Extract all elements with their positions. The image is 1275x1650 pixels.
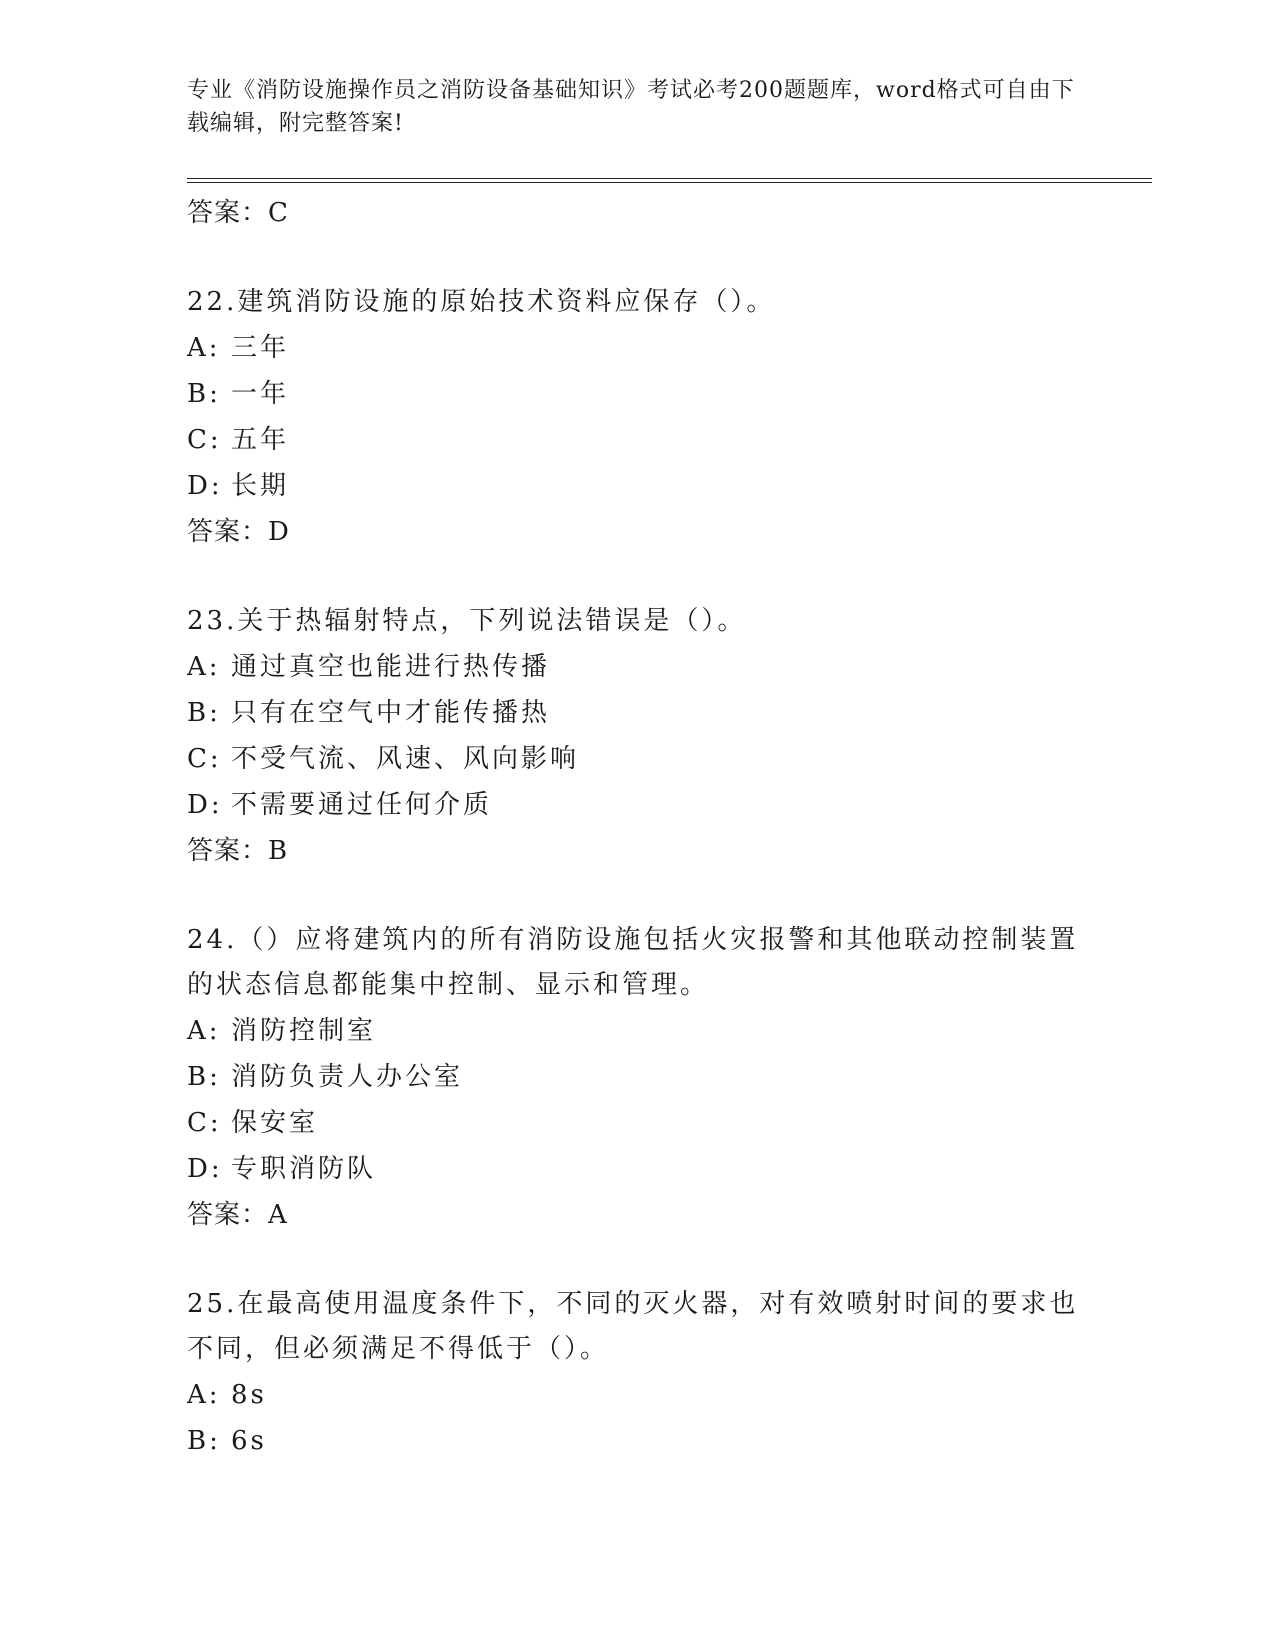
option-text: 五年	[231, 425, 290, 455]
option-a	[187, 1372, 1087, 1418]
page-header-text: 专业《消防设施操作员之消防设备基础知识》考试必考200题题库，word格式可自由下载编辑，附完整答案!	[187, 78, 1075, 136]
option-b	[187, 1054, 1087, 1100]
option-key: B:	[187, 379, 221, 409]
question-stem: 25.在最高使用温度条件下，不同的灭火器，对有效喷射时间的要求也不同，但必须满足不得低于（）。	[187, 1289, 1079, 1364]
option-text: 6s	[231, 1426, 267, 1456]
option-text: 长期	[231, 471, 290, 501]
option-text: 8s	[231, 1380, 267, 1410]
option-text: 保安室	[231, 1108, 319, 1138]
option-c	[187, 736, 1087, 782]
option-text: 消防控制室	[231, 1016, 377, 1046]
option-key: B:	[187, 1426, 221, 1456]
option-b	[187, 371, 1087, 417]
option-c	[187, 417, 1087, 463]
option-text: 不受气流、风速、风向影响	[231, 744, 580, 774]
option-key: A:	[187, 1016, 221, 1046]
option-text: 三年	[231, 333, 290, 363]
question-stem: 23.关于热辐射特点，下列说法错误是（）。	[187, 606, 747, 636]
option-c	[187, 1100, 1087, 1146]
option-key: A:	[187, 652, 221, 682]
question-stem: 22.建筑消防设施的原始技术资料应保存（）。	[187, 287, 776, 317]
option-b	[187, 690, 1087, 736]
option-key: B:	[187, 698, 221, 728]
option-key: D:	[187, 1154, 223, 1184]
option-key: C:	[187, 744, 222, 774]
option-key: C:	[187, 1108, 222, 1138]
question-25	[187, 1282, 1087, 1464]
answer-line: 答案：A	[187, 1200, 288, 1230]
question-22	[187, 280, 1087, 555]
option-text: 消防负责人办公室	[231, 1062, 464, 1092]
option-d	[187, 463, 1087, 509]
option-text: 只有在空气中才能传播热	[231, 698, 551, 728]
option-a	[187, 644, 1087, 690]
answer-line: 答案：D	[187, 517, 290, 547]
option-b	[187, 1418, 1087, 1464]
option-key: A:	[187, 1380, 221, 1410]
question-stem: 24.（）应将建筑内的所有消防设施包括火灾报警和其他联动控制装置的状态信息都能集中控制、显示和管理。	[187, 925, 1079, 1000]
answer-line: 答案：C	[187, 198, 289, 228]
option-key: A:	[187, 333, 221, 363]
option-a	[187, 325, 1087, 371]
option-text: 一年	[231, 379, 290, 409]
option-key: D:	[187, 790, 223, 820]
answer-line: 答案：B	[187, 836, 289, 866]
question-23	[187, 599, 1087, 874]
option-d	[187, 1146, 1087, 1192]
option-text: 不需要通过任何介质	[231, 790, 493, 820]
option-key: B:	[187, 1062, 221, 1092]
option-d	[187, 782, 1087, 828]
header-double-rule	[187, 178, 1152, 183]
question-24	[187, 918, 1087, 1238]
option-text: 专职消防队	[231, 1154, 377, 1184]
option-text: 通过真空也能进行热传播	[231, 652, 551, 682]
option-a	[187, 1008, 1087, 1054]
option-key: C:	[187, 425, 222, 455]
question-content	[187, 190, 1087, 1464]
option-key: D:	[187, 471, 223, 501]
